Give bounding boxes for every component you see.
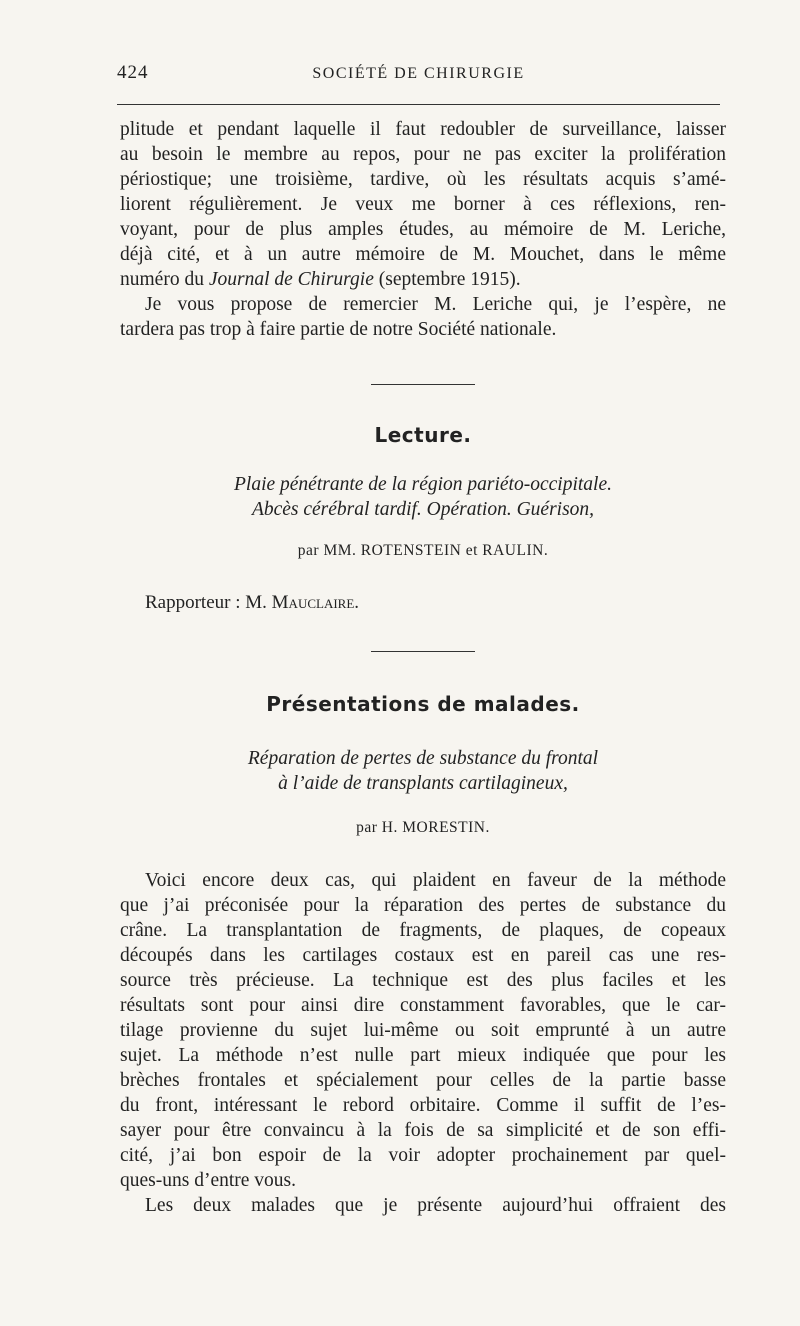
text-line: sujet. La méthode n’est nulle part mieux indiquée que pour les [120, 1045, 726, 1066]
text-line: brèches frontales et spécialement pour celles de la partie basse [120, 1070, 726, 1091]
text-line: résultats sont pour ainsi dire constamment favorables, que le car- [120, 995, 726, 1016]
text-line: tardera pas trop à faire partie de notre Société nationale. [120, 319, 557, 340]
title-line: Abcès cérébral tardif. Opération. Guérison, [251, 499, 595, 520]
text-line: crâne. La transplantation de fragments, de plaques, de copeaux [120, 920, 726, 941]
text-line: périostique; une troisième, tardive, où les résultats acquis s’amé- [120, 169, 726, 190]
journal-title: Journal de Chirurgie [208, 269, 374, 290]
text-line: voyant, pour de plus amples études, au mémoire de M. Leriche, [120, 219, 726, 240]
presentation-byline: par H. MORESTIN. [356, 819, 490, 836]
title-line: Réparation de pertes de substance du frontal [247, 748, 599, 769]
presentation-article-title [120, 746, 726, 796]
text-line: que j’ai préconisée pour la réparation des pertes de substance du [120, 895, 726, 916]
text-line: découpés dans les cartilages costaux est en pareil cas une res- [120, 945, 726, 966]
page-number: 424 [117, 62, 149, 83]
title-line: à l’aide de transplants cartilagineux, [278, 773, 568, 794]
text-line: déjà cité, et à un autre mémoire de M. Mouchet, dans le même [120, 244, 726, 265]
text-line: du front, intéressant le rebord orbitaire. Comme il suffit de l’es- [120, 1095, 726, 1116]
text-line: liorent régulièrement. Je veux me borner à ces réflexions, ren- [120, 194, 726, 215]
page-header [117, 62, 720, 92]
reporter-name: Mauclaire. [271, 592, 360, 613]
text-line: tilage provienne du sujet lui-même ou soit emprunté à un autre [120, 1020, 726, 1041]
text-line: plitude et pendant laquelle il faut redoubler de surveillance, laisser [120, 119, 726, 140]
text-line [120, 267, 726, 292]
text-line: Voici encore deux cas, qui plaident en faveur de la méthode [145, 870, 726, 891]
text-line: source très précieuse. La technique est des plus faciles et les [120, 970, 726, 991]
text-line: Je vous propose de remercier M. Leriche qui, je l’espère, ne [145, 294, 726, 315]
separator-rule [371, 651, 475, 652]
section-heading-lecture: Lecture. [374, 423, 472, 447]
text-line: au besoin le membre au repos, pour ne pas exciter la prolifération [120, 144, 726, 165]
text-fragment: (septembre 1915). [378, 269, 521, 290]
running-head: SOCIÉTÉ DE CHIRURGIE [312, 65, 525, 82]
presentation-body [120, 868, 726, 1218]
text-fragment: numéro du [120, 269, 204, 290]
section-heading-presentations: Présentations de malades. [266, 692, 580, 716]
text-line: sayer pour être convaincu à la fois de sa simplicité et de son effi- [120, 1120, 726, 1141]
text-line: cité, j’ai bon espoir de la voir adopter prochainement par quel- [120, 1145, 726, 1166]
header-rule [117, 104, 720, 105]
continuation-paragraph [120, 117, 726, 292]
reporter-label: Rapporteur : M. [145, 592, 267, 613]
text-line: ques-uns d’entre vous. [120, 1170, 297, 1191]
lecture-byline: par MM. ROTENSTEIN et RAULIN. [297, 542, 549, 559]
lecture-article-title [120, 472, 726, 522]
title-line: Plaie pénétrante de la région pariéto-occipitale. [234, 474, 612, 495]
text-line: Les deux malades que je présente aujourd’hui offraient des [145, 1195, 726, 1216]
reporter-line [145, 592, 359, 614]
closing-paragraph [120, 292, 726, 342]
separator-rule [371, 384, 475, 385]
